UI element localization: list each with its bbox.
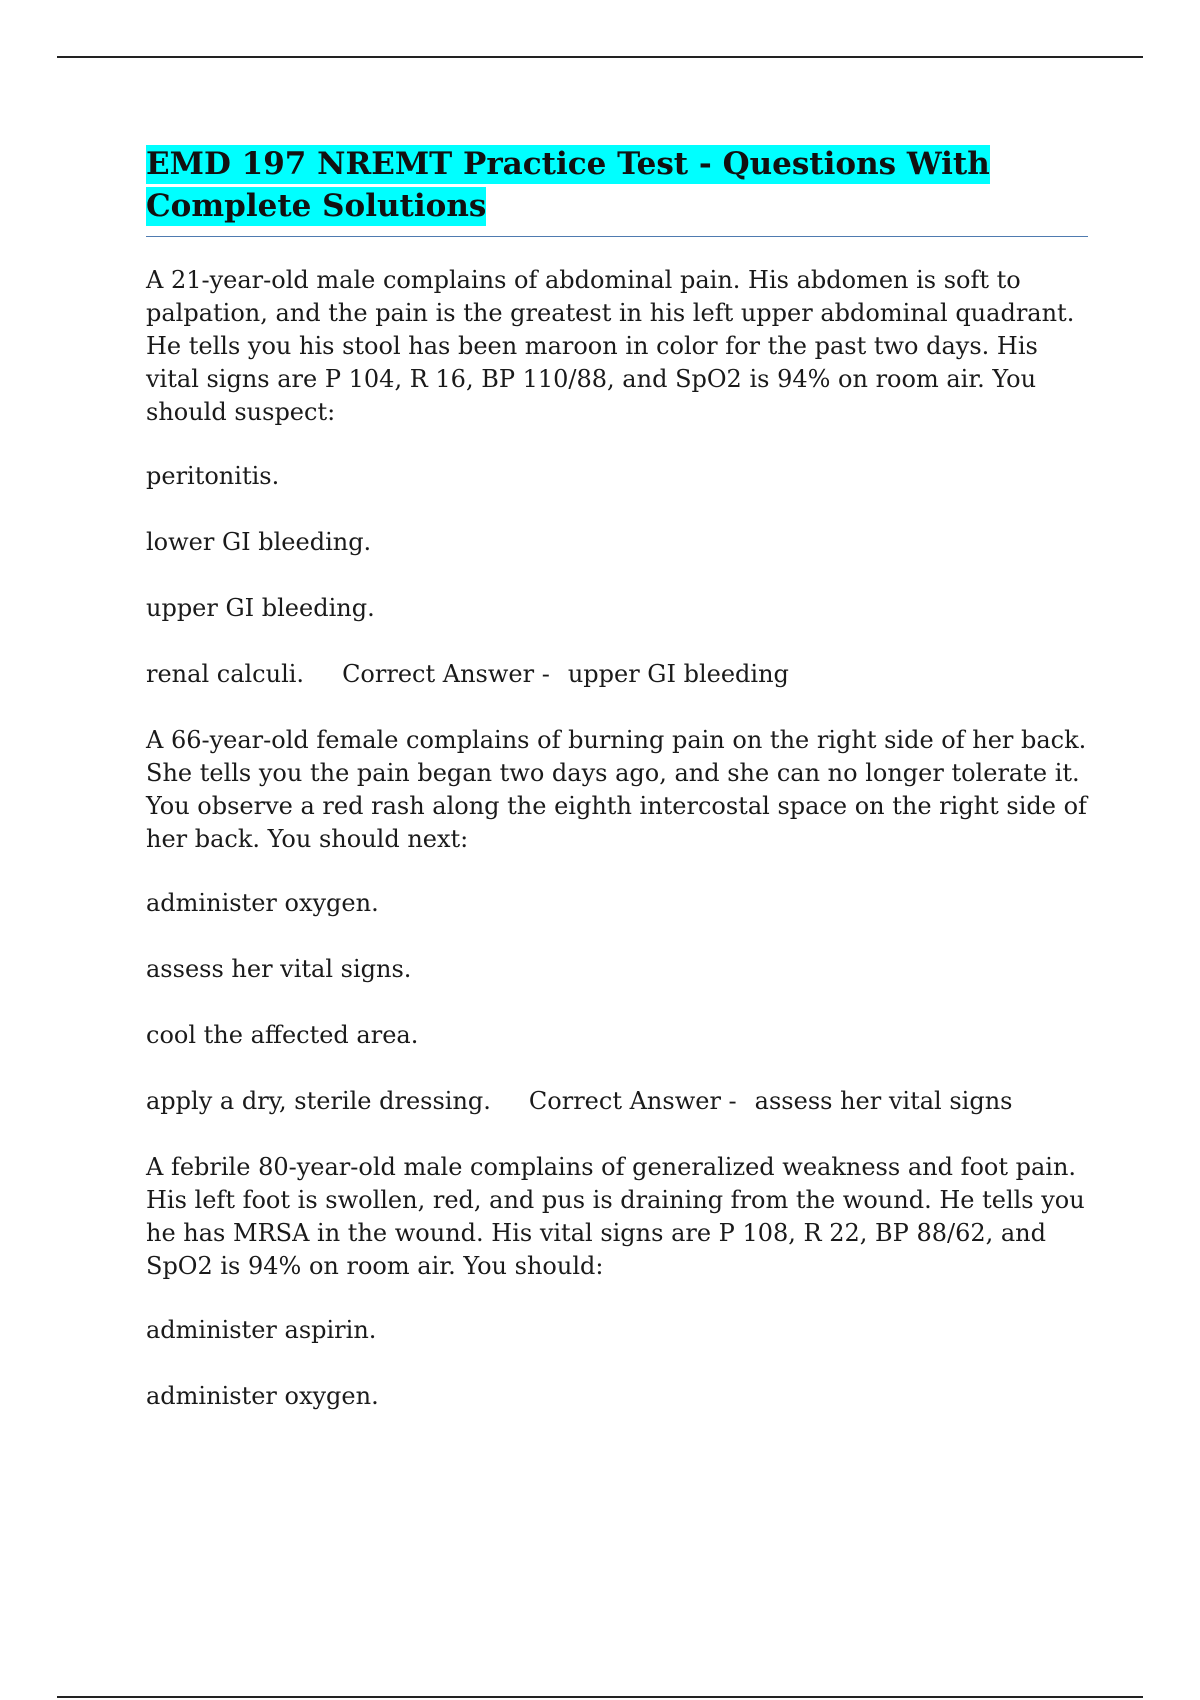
document-body	[146, 143, 1088, 1446]
answer-option: administer oxygen.	[146, 1382, 379, 1410]
answer-option: lower GI bleeding.	[146, 528, 372, 556]
answer-option-with-solution	[146, 658, 1088, 691]
page-bottom-rule	[57, 1696, 1143, 1698]
title-highlight: EMD 197 NREMT Practice Test - Questions With Complete Solutions	[146, 146, 990, 224]
correct-answer: assess her vital signs	[754, 1087, 1013, 1115]
answer-option-with-solution	[146, 1085, 1088, 1118]
answer-option: upper GI bleeding.	[146, 594, 375, 622]
answer-option: cool the affected area.	[146, 1021, 419, 1049]
page-top-rule	[57, 56, 1143, 58]
answer-option: apply a dry, sterile dressing.	[146, 1087, 491, 1115]
question-text: A 66-year-old female complains of burning pain on the right side of her back. She tells you the pain began two days ago, and she can no longer tolerate it. You observe a red rash along the eighth intercostal space on the right side of her back. You should next:	[146, 726, 1087, 853]
answer-option: administer aspirin.	[146, 1316, 377, 1344]
correct-answer: upper GI bleeding	[567, 660, 789, 688]
question-3	[146, 1151, 1088, 1413]
question-text: A 21-year-old male complains of abdominal pain. His abdomen is soft to palpation, and the pain is the greatest in his left upper abdominal quadrant. He tells you his stool has been maroon in color for the past two days. His vital signs are P 104, R 16, BP 110/88, and SpO2 is 94% on room air. You should suspect:	[146, 266, 1075, 426]
document-title	[146, 143, 1088, 227]
question-2	[146, 724, 1088, 1118]
answer-option: peritonitis.	[146, 462, 280, 490]
correct-answer-label: Correct Answer -	[528, 1087, 737, 1115]
answer-option: assess her vital signs.	[146, 955, 412, 983]
answer-option: administer oxygen.	[146, 889, 379, 917]
title-underline	[146, 236, 1088, 237]
question-text: A febrile 80-year-old male complains of generalized weakness and foot pain. His left foot is swollen, red, and pus is draining from the wound. He tells you he has MRSA in the wound. His vital signs are P 108, R 22, BP 88/62, and SpO2 is 94% on room air. You should:	[146, 1153, 1085, 1280]
answer-option: renal calculi.	[146, 660, 305, 688]
question-1	[146, 264, 1088, 691]
correct-answer-label: Correct Answer -	[342, 660, 550, 688]
